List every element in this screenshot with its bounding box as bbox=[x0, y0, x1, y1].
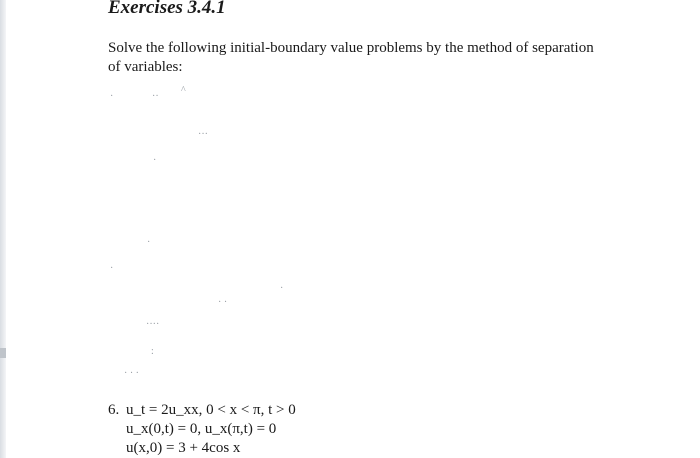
scan-speck: ^ bbox=[181, 85, 186, 96]
pde-equation: u_t = 2u_xx, 0 < x < π, t > 0 bbox=[126, 402, 296, 418]
scan-speck: · bbox=[110, 91, 114, 102]
page-title: Exercises 3.4.1 bbox=[108, 0, 226, 18]
page-edge-mark bbox=[0, 348, 6, 358]
problem-equation-line bbox=[108, 401, 296, 420]
scan-speck: · bbox=[147, 237, 151, 248]
scan-speck: · · bbox=[218, 297, 228, 308]
page-left-edge bbox=[0, 0, 6, 458]
scan-speck: ·· bbox=[152, 91, 159, 102]
boundary-conditions: u_x(0,t) = 0, u_x(π,t) = 0 bbox=[126, 421, 277, 437]
problem-6 bbox=[108, 401, 296, 458]
scan-speck: · bbox=[280, 283, 284, 294]
instructions-text: Solve the following initial-boundary value problems by the method of separation of variables: bbox=[108, 40, 594, 75]
scan-speck: ··· bbox=[198, 129, 208, 140]
initial-condition: u(x,0) = 3 + 4cos x bbox=[126, 440, 241, 456]
scan-speck: : bbox=[151, 346, 154, 357]
scan-speck: ···· bbox=[146, 319, 160, 330]
problem-number: 6. bbox=[108, 402, 120, 418]
scan-speck: · · · bbox=[124, 368, 139, 379]
scan-speck: · bbox=[110, 263, 114, 274]
scan-speck: · bbox=[153, 155, 157, 166]
